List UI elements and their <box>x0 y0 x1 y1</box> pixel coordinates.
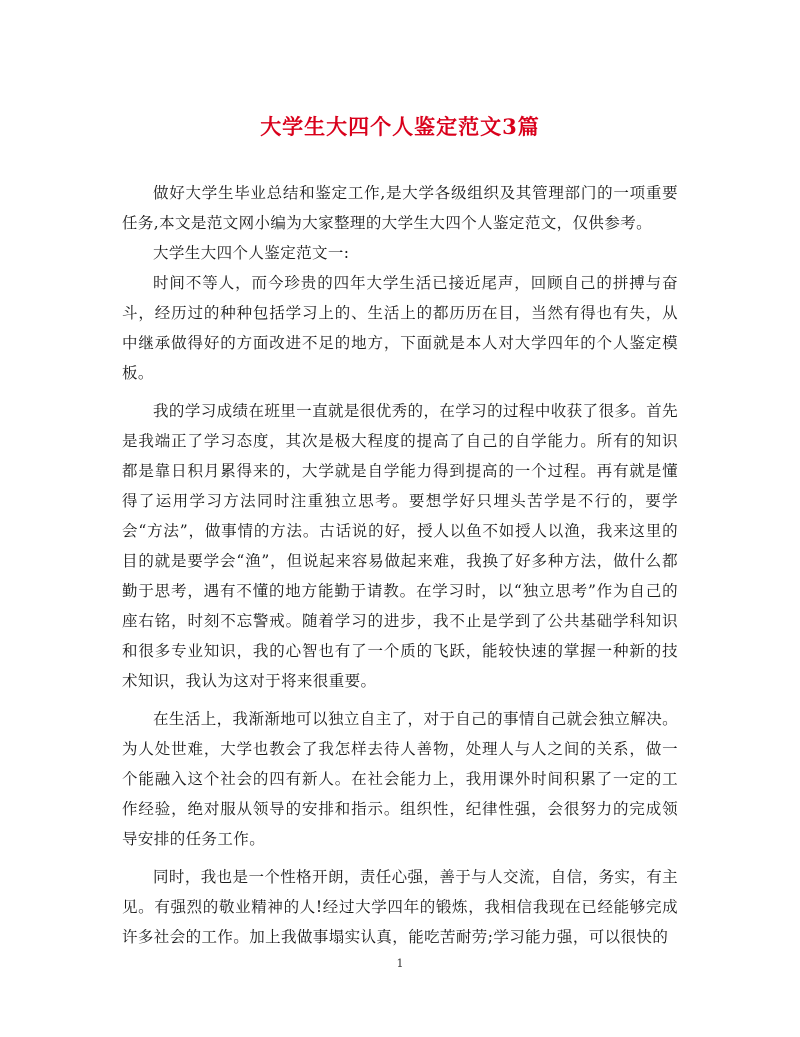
paragraph-study: 我的学习成绩在班里一直就是很优秀的，在学习的过程中收获了很多。首先是我端正了学习态度，其次是极大程度的提高了自己的自学能力。所有的知识都是靠日积月累得来的，大学就是自学能力得到提高的一个过程。再有就是懂得了运用学习方法同时注重独立思考。要想学好只埋头苦学是不行的，要学会“方法”，做事情的方法。古话说的好，授人以鱼不如授人以渔，我来这里的目的就是要学会“渔”，但说起来容易做起来难，我换了好多种方法，做什么都勤于思考，遇有不懂的地方能勤于请教。在学习时，以“独立思考”作为自己的座右铭，时刻不忘警戒。随着学习的进步，我不止是学到了公共基础学科知识和很多专业知识，我的心智也有了一个质的飞跃，能较快速的掌握一种新的技术知识，我认为这对于将来很重要。 <box>122 402 678 690</box>
paragraph-personality: 同时，我也是一个性格开朗，责任心强，善于与人交流，自信，务实，有主见。有强烈的敬业精神的人!经过大学四年的锻炼，我相信我现在已经能够完成许多社会的工作。加上我做事塌实认真，能吃苦耐劳;学习能力强，可以很快的 <box>122 868 678 946</box>
paragraph-reflection: 时间不等人，而今珍贵的四年大学生活已接近尾声，回顾自己的拼搏与奋斗，经历过的种种包括学习上的、生活上的都历历在目，当然有得也有失，从中继承做得好的方面改进不足的地方，下面就是本人对大学四年的个人鉴定模板。 <box>122 274 678 382</box>
page-number: 1 <box>396 957 404 970</box>
section-heading-sample-one: 大学生大四个人鉴定范文一: <box>153 244 350 262</box>
paragraph-life: 在生活上，我渐渐地可以独立自主了，对于自己的事情自己就会独立解决。为人处世难，大学也教会了我怎样去待人善物，处理人与人之间的关系，做一个能融入这个社会的四有新人。在社会能力上，我用课外时间积累了一定的工作经验，绝对服从领导的安排和指示。组织性，纪律性强，会很努力的完成领导安排的任务工作。 <box>122 710 678 848</box>
document-body <box>122 178 678 960</box>
paragraph-intro: 做好大学生毕业总结和鉴定工作,是大学各级组织及其管理部门的一项重要任务,本文是范文网小编为大家整理的大学生大四个人鉴定范文，仅供参考。 <box>122 184 678 232</box>
document-title: 大学生大四个人鉴定范文3篇 <box>260 114 540 139</box>
